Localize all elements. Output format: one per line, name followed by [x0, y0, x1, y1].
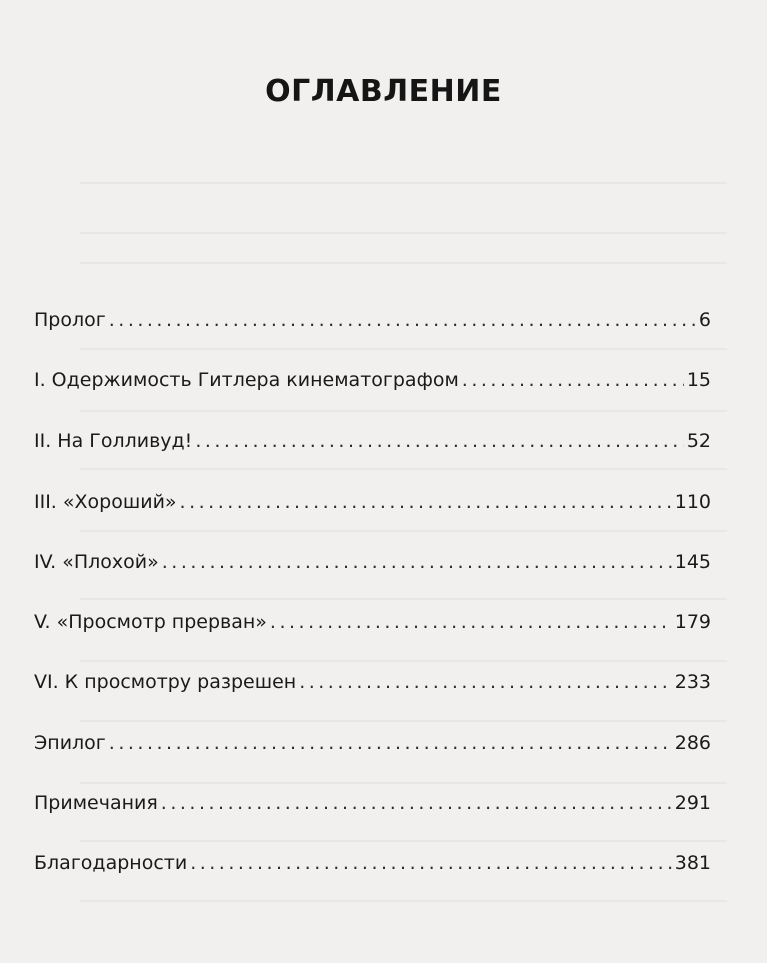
toc-entry-label: III. «Хороший» — [34, 491, 177, 513]
toc-leader-dots — [162, 550, 672, 574]
toc-entry-page: 233 — [674, 671, 711, 693]
toc-entry-chapter-4[interactable] — [34, 544, 711, 574]
toc-leader-dots — [109, 308, 696, 332]
toc-entry-page: 110 — [674, 491, 711, 513]
toc-entry-epilogue[interactable] — [34, 725, 711, 755]
toc-entry-label: V. «Просмотр прерван» — [34, 611, 267, 633]
toc-entry-chapter-2[interactable] — [34, 423, 711, 453]
toc-entry-notes[interactable] — [34, 785, 711, 815]
toc-entry-label: VI. К просмотру разрешен — [34, 671, 297, 693]
toc-leader-dots — [195, 429, 684, 453]
toc-entry-label: I. Одержимость Гитлера кинематографом — [34, 369, 459, 391]
toc-leader-dots — [299, 670, 672, 694]
toc-entry-label: Примечания — [34, 792, 158, 814]
toc-entry-page: 52 — [686, 430, 711, 452]
toc-entry-page: 145 — [674, 551, 711, 573]
toc-entry-label: IV. «Плохой» — [34, 551, 159, 573]
page-title: ОГЛАВЛЕНИЕ — [265, 74, 502, 109]
toc-leader-dots — [161, 791, 672, 815]
toc-entry-label: Пролог — [34, 309, 106, 331]
toc-entry-label: Благодарности — [34, 852, 188, 874]
toc-entry-chapter-5[interactable] — [34, 604, 711, 634]
toc-leader-dots — [270, 610, 672, 634]
toc-entry-page: 381 — [674, 852, 711, 874]
toc-entry-page: 291 — [674, 792, 711, 814]
toc-entry-page: 6 — [698, 309, 711, 331]
toc-leader-dots — [190, 851, 672, 875]
toc-entry-acknowledgements[interactable] — [34, 845, 711, 875]
toc-leader-dots — [109, 731, 672, 755]
toc-entry-page: 286 — [674, 732, 711, 754]
toc-entry-label: Эпилог — [34, 732, 106, 754]
toc-entry-chapter-1[interactable] — [34, 362, 711, 392]
toc-leader-dots — [462, 368, 684, 392]
toc-entry-chapter-3[interactable] — [34, 484, 711, 514]
toc-entry-label: II. На Голливуд! — [34, 430, 193, 452]
toc-entry-prologue[interactable] — [34, 302, 711, 332]
toc-leader-dots — [180, 490, 672, 514]
toc-entry-chapter-6[interactable] — [34, 664, 711, 694]
toc-entry-page: 15 — [686, 369, 711, 391]
toc-entry-page: 179 — [674, 611, 711, 633]
